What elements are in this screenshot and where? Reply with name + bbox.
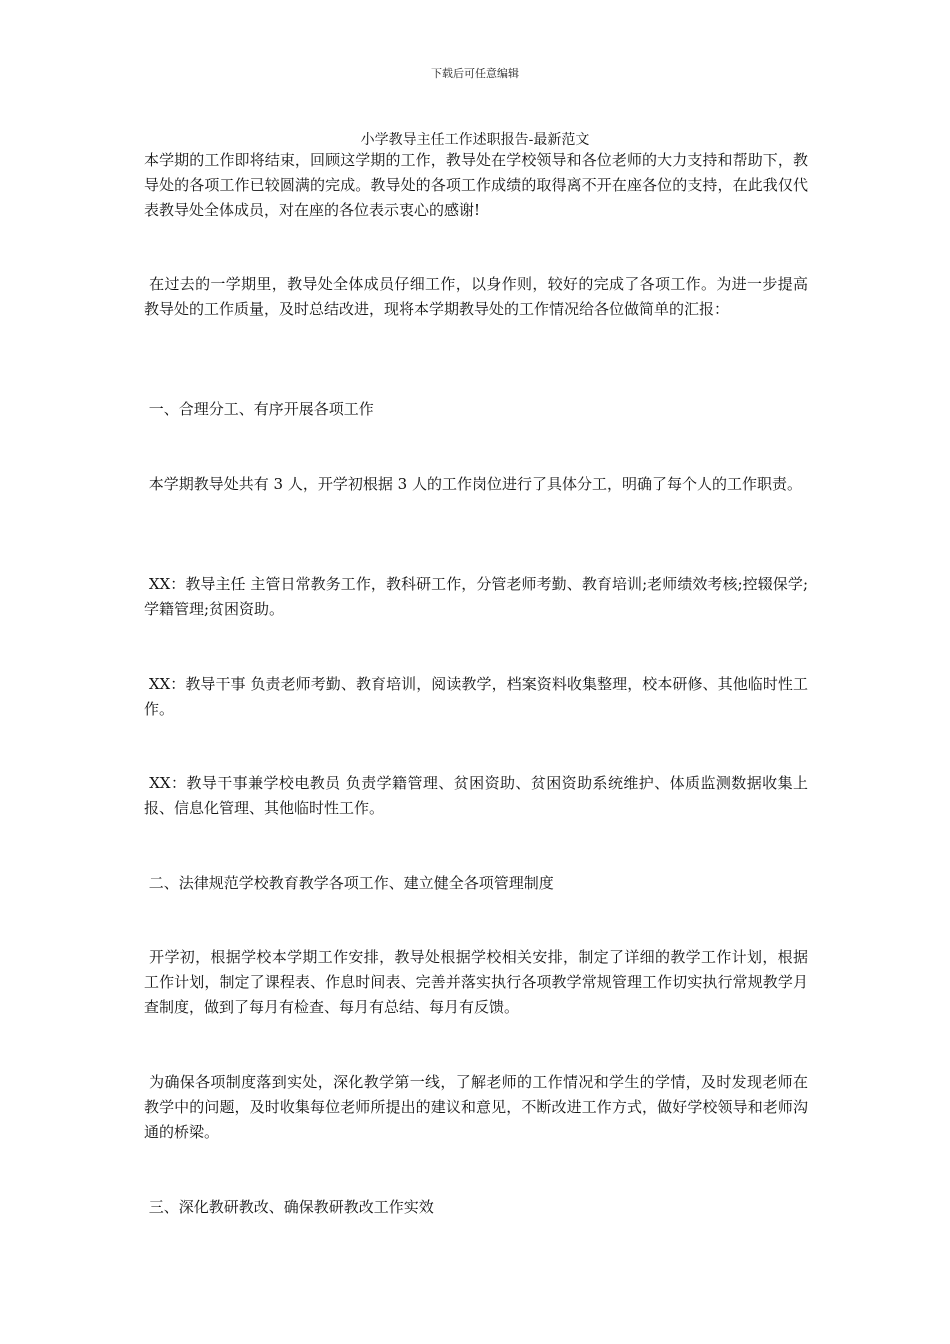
- paragraph-role-officer: XX：教导干事 负责老师考勤、教育培训，阅读教学，档案资料收集整理，校本研修、其他临时性工作。: [144, 675, 808, 718]
- paragraph-staffing: 本学期教导处共有 3 人，开学初根据 3 人的工作岗位进行了具体分工，明确了每个人的工作职责。: [144, 475, 802, 493]
- paragraph-role-officer-av: XX：教导干事兼学校电教员 负责学籍管理、贫困资助、贫困资助系统维护、体质监测数据收集上报、信息化管理、其他临时性工作。: [144, 774, 808, 817]
- paragraph-implementation: 为确保各项制度落到实处，深化教学第一线，了解老师的工作情况和学生的学情，及时发现老师在教学中的问题，及时收集每位老师所提出的建议和意见，不断改进工作方式，做好学校领导和老师沟通的桥梁。: [144, 1073, 808, 1141]
- section-heading-3: 三、深化教研教改、确保教研教改工作实效: [144, 1198, 434, 1216]
- paragraph-role-director: XX：教导主任 主管日常教务工作，教科研工作，分管老师考勤、教育培训;老师绩效考核;控辍保学;学籍管理;贫困资助。: [144, 575, 808, 618]
- paragraph-summary: 在过去的一学期里，教导处全体成员仔细工作，以身作则，较好的完成了各项工作。为进一步提高教导处的工作质量，及时总结改进，现将本学期教导处的工作情况给各位做简单的汇报：: [144, 275, 808, 318]
- section-heading-2: 二、法律规范学校教育教学各项工作、建立健全各项管理制度: [144, 874, 554, 892]
- document-title: 小学教导主任工作述职报告-最新范文: [360, 132, 590, 148]
- paragraph-planning: 开学初，根据学校本学期工作安排，教导处根据学校相关安排，制定了详细的教学工作计划，根据工作计划，制定了课程表、作息时间表、完善并落实执行各项教学常规管理工作切实执行常规教学月查制度，做到了每月有检查、每月有总结、每月有反馈。: [144, 948, 808, 1016]
- paragraph-intro: 本学期的工作即将结束，回顾这学期的工作，教导处在学校领导和各位老师的大力支持和帮助下，教导处的各项工作已较圆满的完成。教导处的各项工作成绩的取得离不开在座各位的支持，在此我仅代表教导处全体成员，对在座的各位表示衷心的感谢!: [144, 151, 808, 219]
- section-heading-1: 一、合理分工、有序开展各项工作: [144, 400, 374, 418]
- header-note: 下载后可任意编辑: [431, 67, 519, 80]
